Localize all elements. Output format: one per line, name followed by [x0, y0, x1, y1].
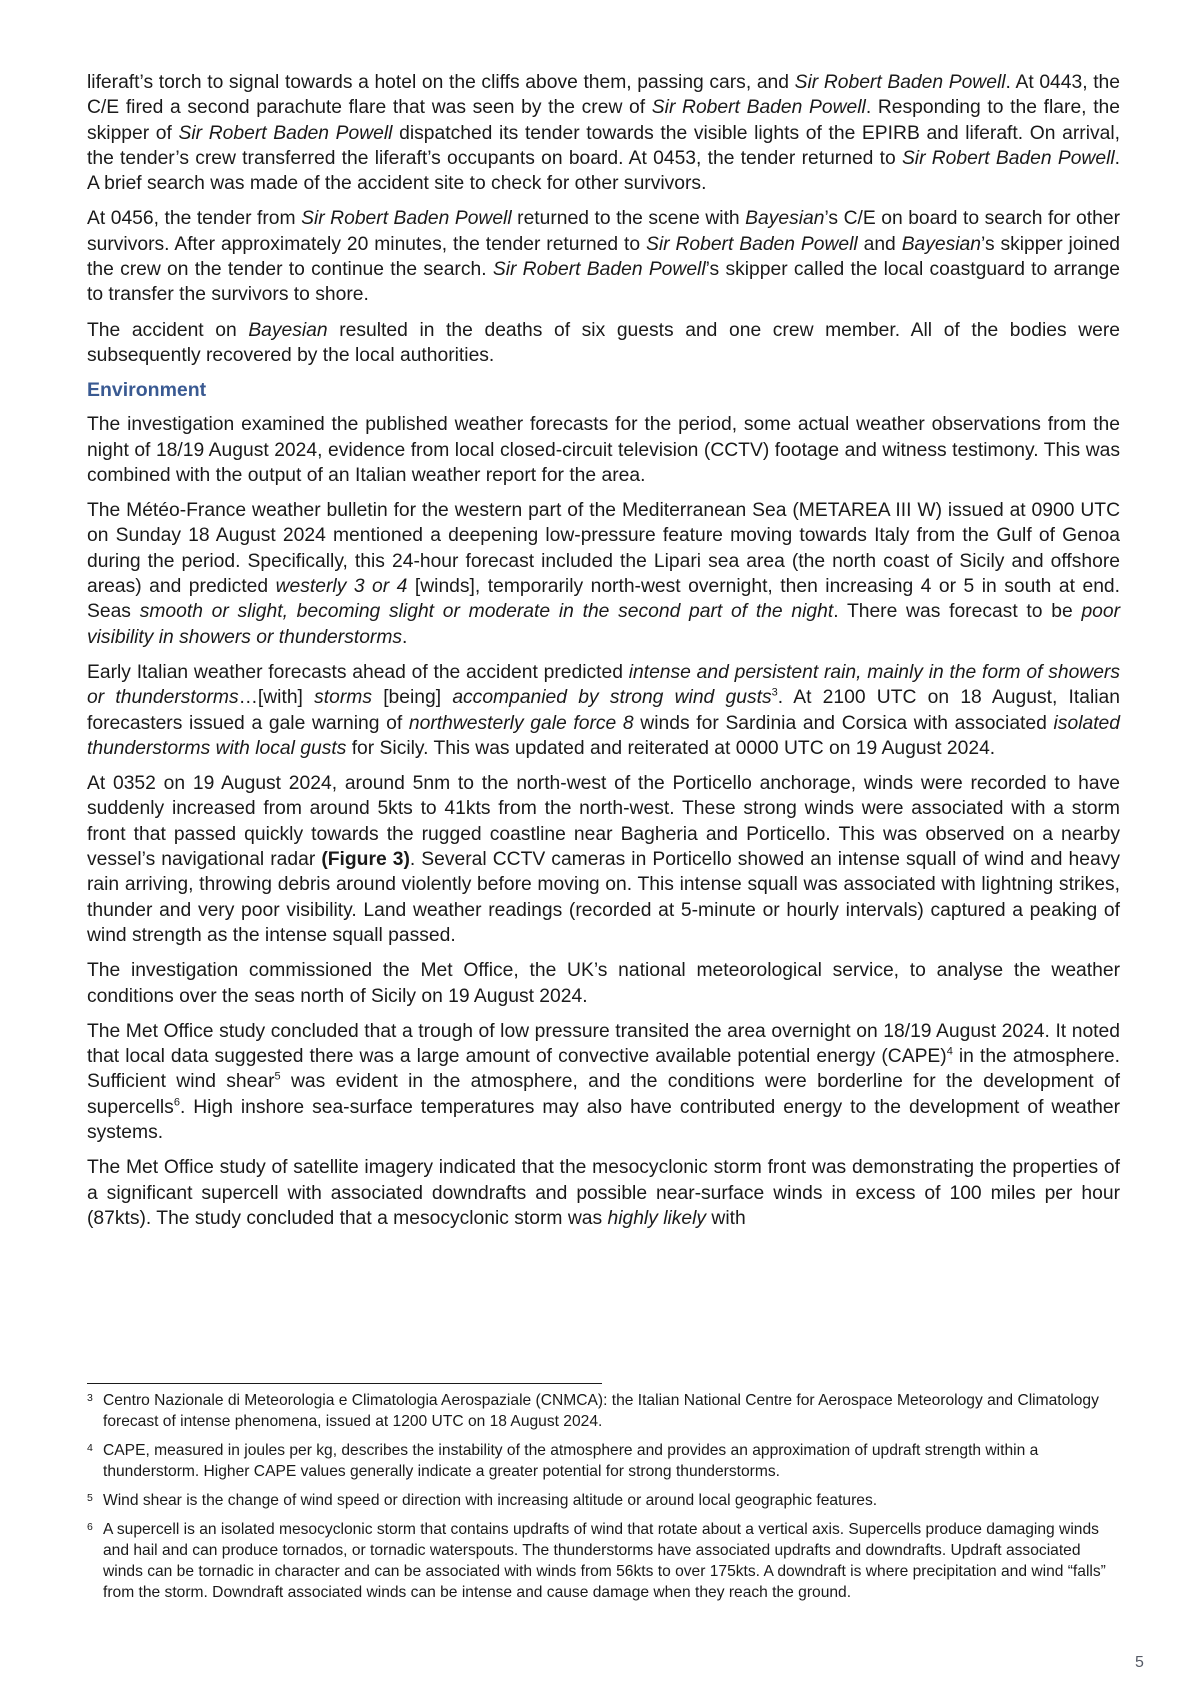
italic-text: Sir Robert Baden Powell [901, 147, 1115, 169]
footnote-divider [87, 1383, 602, 1384]
text-run: Early Italian weather forecasts ahead of the accident predicted [87, 661, 629, 683]
figure-reference: (Figure 3) [321, 849, 410, 871]
footnote-number: 6 [87, 1521, 93, 1533]
footnote-5 [87, 1490, 1120, 1511]
page-number: 5 [1135, 1654, 1144, 1671]
text-run: ’s C/E on board to search for other survivors. After approximately 20 minutes, the tender returned to [87, 208, 1120, 255]
footnote-text: A supercell is an isolated mesocyclonic storm that contains updrafts of wind that rotate about a vertical axis. Supercells produce damaging winds and hail and can produce tornados, or tornadic waterspouts. The thunderstorms have associated updrafts and downdrafts. Updraft associated winds can be tornadic in character and can be associated with winds from 56kts to over 175kts. A downdraft is where precipitation and wind “falls” from the storm. Downdraft associated winds can be intense and cause damage when they reach the ground. [103, 1521, 1106, 1601]
text-run: [being] [371, 687, 453, 709]
text-run: . Responding to the flare, the skipper of [87, 97, 1121, 144]
text-run: dispatched its tender towards the visible lights of the EPIRB and liferaft. On arrival, the tender’s crew transferred the liferaft’s occupants on board. At 0453, the tender returned to [87, 122, 1120, 169]
italic-text: smooth or slight, becoming slight or moderate in the second part of the night [139, 601, 834, 623]
text-run: returned to the scene with [511, 208, 746, 230]
text-run: . A brief search was made of the accident site to check for other survivors. [87, 147, 1120, 195]
paragraph [87, 660, 1120, 761]
text-run: winds for Sardinia and Corsica with associated [633, 712, 1054, 734]
footnote-6 [87, 1519, 1120, 1603]
text-run: . At 0443, the C/E fired a second parachute flare that was seen by the crew of [87, 72, 1121, 119]
paragraph [87, 318, 1120, 369]
italic-text: intense and persistent rain, mainly in the form of showers or thunderstorms [87, 661, 1120, 709]
italic-text: Bayesian [901, 233, 982, 255]
italic-text: northwesterly gale force 8 [408, 712, 634, 734]
footnote-text: Wind shear is the change of wind speed or direction with increasing altitude or around local geographic features. [103, 1492, 878, 1509]
footnote-ref[interactable]: 3 [771, 686, 778, 699]
text-run: At 0352 on 19 August 2024, around 5nm to the north-west of the Porticello anchorage, winds were recorded to have suddenly increased from around 5kts to 41kts from the north-west. These strong winds were associated with a storm front that passed quickly towards the rugged coastline near Bagheria and Porticello. This was observed on a nearby vessel’s navigational radar [87, 773, 1120, 871]
italic-text: storms [314, 687, 372, 709]
text-run: …[with] [238, 687, 315, 709]
text-run: ’s skipper called the local coastguard to arrange to transfer the survivors to shore. [87, 259, 1120, 306]
italic-text: Sir Robert Baden Powell [794, 72, 1006, 93]
environment-paragraphs [87, 412, 1120, 1231]
paragraph [87, 958, 1120, 1009]
italic-text: isolated thunderstorms with local gusts [87, 712, 1121, 759]
text-run: The Met Office study of satellite imagery indicated that the mesocyclonic storm front was demonstrating the properties of a significant supercell with associated downdrafts and possible near-surface winds in excess of 100 miles per hour (87kts). The study concluded that a mesocyclonic storm was [87, 1157, 1120, 1229]
text-run: At 0456, the tender from [87, 208, 302, 230]
text-run: The Météo-France weather bulletin for the western part of the Mediterranean Sea (METAREA III W) issued at 0900 UTC on Sunday 18 August 2024 mentioned a deepening low-pressure feature moving towards Italy from the Gulf of Genoa during the period. Specifically, this 24-hour forecast included the Lipari sea area (the north coast of Sicily and offshore areas) and predicted [87, 500, 1120, 598]
text-run: . There was forecast to be [833, 601, 1082, 623]
footnote-number: 4 [87, 1442, 93, 1454]
paragraph [87, 1019, 1120, 1145]
footnote-3 [87, 1390, 1120, 1432]
italic-text: poor visibility in showers or thunderstorms [87, 601, 1121, 648]
footnote-ref[interactable]: 4 [946, 1045, 953, 1058]
footnote-number: 5 [87, 1492, 93, 1504]
footnote-4 [87, 1440, 1120, 1482]
italic-text: highly likely [607, 1207, 707, 1229]
text-run: in the atmosphere. Sufficient wind shear [87, 1046, 1120, 1093]
paragraph [87, 771, 1120, 948]
text-run: resulted in the deaths of six guests and one crew member. All of the bodies were subsequently recovered by the local authorities. [87, 319, 1121, 366]
text-run: for Sicily. This was updated and reiterated at 0000 UTC on 19 August 2024. [346, 737, 996, 759]
footnote-text: CAPE, measured in joules per kg, describes the instability of the atmosphere and provides an approximation of updraft strength within a thunderstorm. Higher CAPE values generally indicate a greater potential for strong thunderstorms. [103, 1442, 1039, 1480]
text-run: was evident in the atmosphere, and the conditions were borderline for the development of supercells [87, 1071, 1120, 1118]
text-run: . [402, 626, 408, 648]
italic-text: westerly 3 or 4 [275, 576, 408, 598]
paragraph [87, 412, 1120, 488]
italic-text: Bayesian [745, 208, 825, 230]
text-run: The Met Office study concluded that a trough of low pressure transited the area overnight on 18/19 August 2024. It noted that local data suggested there was a large amount of convective available potential energy (CAPE) [87, 1020, 1120, 1068]
intro-paragraphs [87, 70, 1120, 368]
footnotes [87, 1390, 1120, 1611]
footnote-ref[interactable]: 5 [274, 1070, 281, 1083]
text-run: . Several CCTV cameras in Porticello showed an intense squall of wind and heavy rain arriving, throwing debris around violently before moving on. This intense squall was associated with lightning strikes, thunder and very poor visibility. Land weather readings (recorded at 5-minute or hourly intervals) captured a peaking of wind strength as the intense squall passed. [87, 849, 1120, 946]
italic-text: Sir Robert Baden Powell [492, 259, 706, 281]
text-run: with [706, 1207, 746, 1229]
italic-text: accompanied by strong wind gusts [452, 687, 772, 709]
paragraph [87, 70, 1120, 196]
text-run: and [857, 233, 902, 255]
document-body [87, 70, 1120, 1241]
italic-text: Bayesian [248, 319, 328, 341]
text-run: liferaft’s torch to signal towards a hotel on the cliffs above them, passing cars, and [87, 72, 795, 93]
footnote-ref[interactable]: 6 [173, 1096, 180, 1109]
italic-text: Sir Robert Baden Powell [301, 208, 512, 230]
text-run: . High inshore sea-surface temperatures may also have contributed energy to the development of weather systems. [87, 1096, 1120, 1143]
text-run: ’s skipper joined the crew on the tender to continue the search. [87, 233, 1121, 281]
paragraph [87, 1155, 1120, 1231]
text-run: The accident on [87, 319, 249, 341]
text-run: The investigation examined the published weather forecasts for the period, some actual weather observations from the night of 18/19 August 2024, evidence from local closed-circuit television (CCTV) footage and witness testimony. This was combined with the output of an Italian weather report for the area. [87, 414, 1120, 486]
paragraph [87, 498, 1120, 650]
italic-text: Sir Robert Baden Powell [651, 97, 866, 119]
text-run: The investigation commissioned the Met Office, the UK’s national meteorological service, to analyse the weather conditions over the seas north of Sicily on 19 August 2024. [87, 960, 1120, 1007]
text-run: [winds], temporarily north-west overnight, then increasing 4 or 5 in south at end. Seas [87, 576, 1120, 623]
section-heading-environment: Environment [87, 379, 207, 402]
paragraph [87, 206, 1120, 307]
footnote-number: 3 [87, 1392, 93, 1404]
italic-text: Sir Robert Baden Powell [646, 233, 858, 255]
footnote-text: Centro Nazionale di Meteorologia e Climatologia Aerospaziale (CNMCA): the Italian National Centre for Aerospace Meteorology and Climatology forecast of intense phenomena, issued at 1200 UTC on 18 August 2024. [103, 1392, 1099, 1430]
italic-text: Sir Robert Baden Powell [178, 122, 393, 144]
text-run: . At 2100 UTC on 18 August, Italian forecasters issued a gale warning of [87, 687, 1120, 734]
